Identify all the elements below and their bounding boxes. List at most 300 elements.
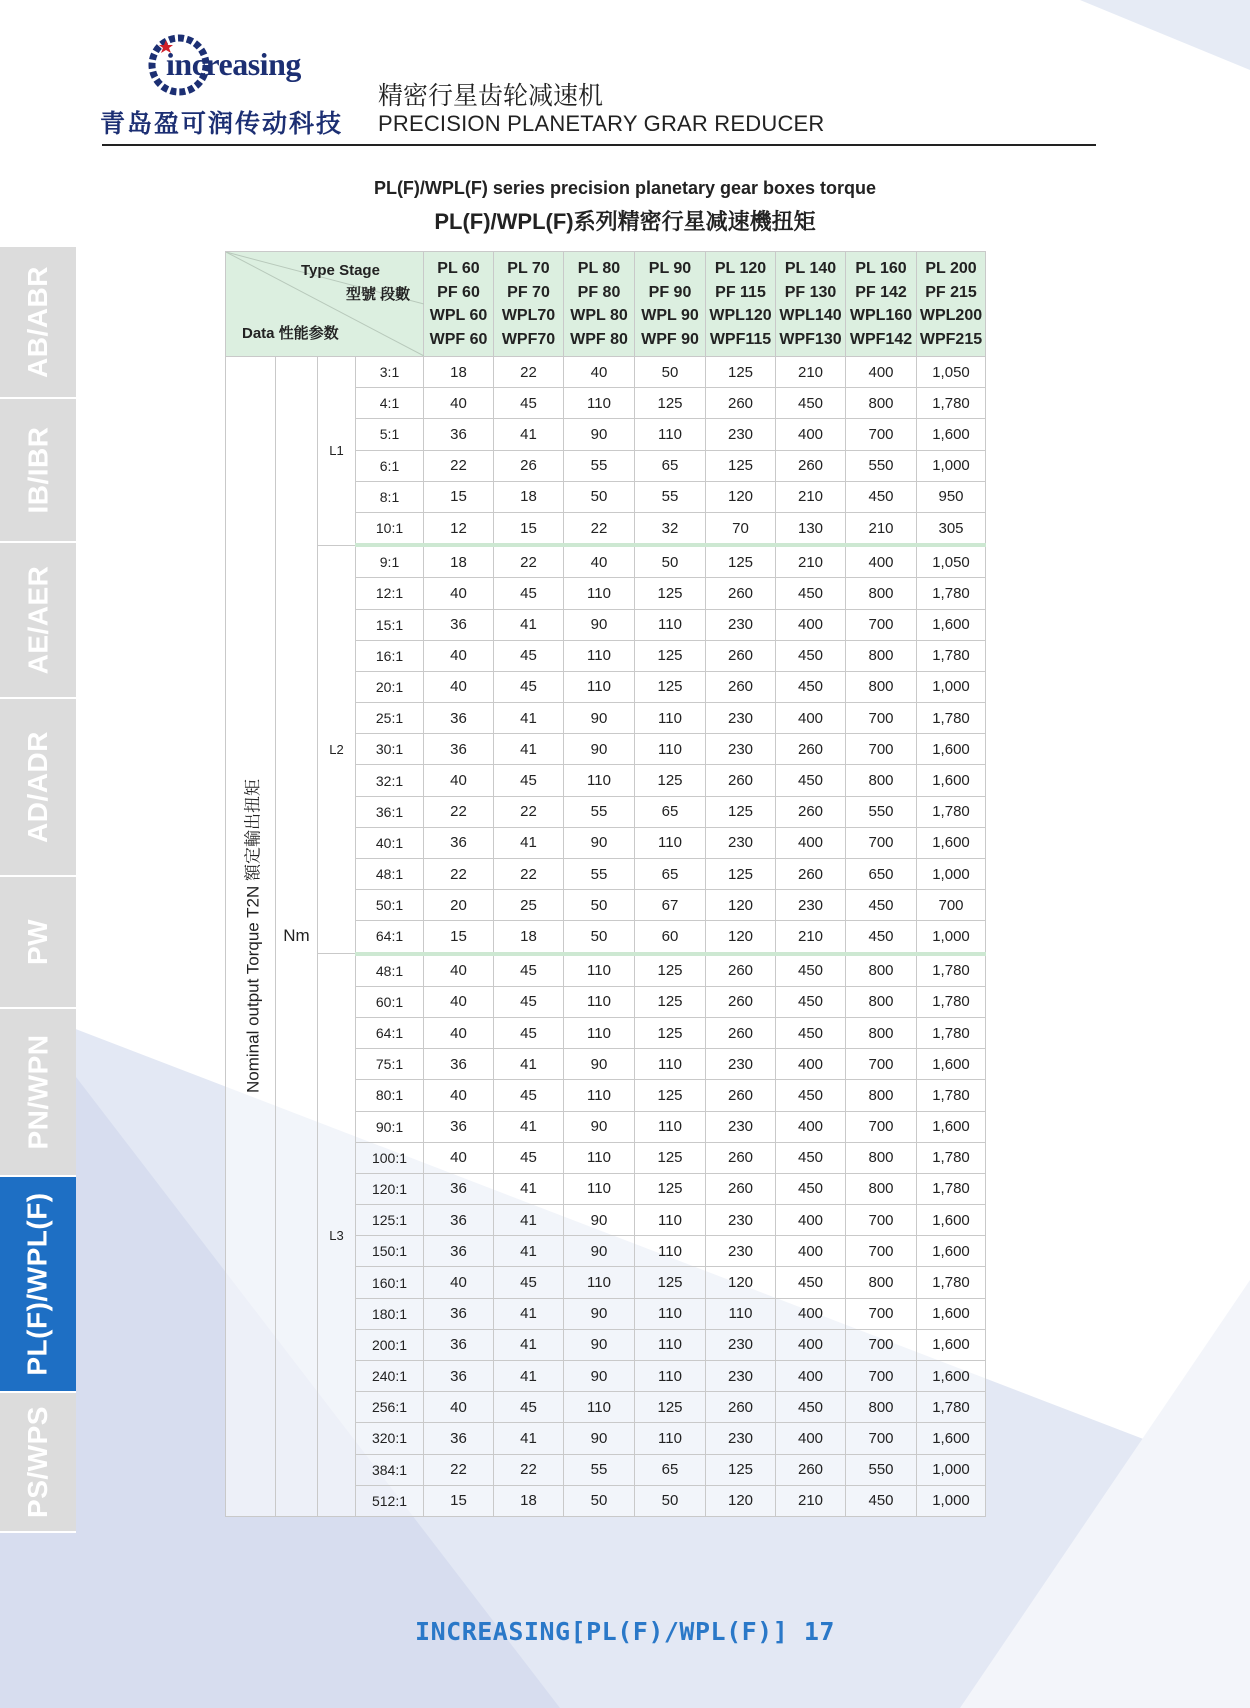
torque-value-cell: 22: [424, 796, 494, 827]
ratio-cell: 32:1: [356, 765, 424, 796]
torque-value-cell: 1,050: [917, 545, 986, 578]
model-name: PL 120: [714, 260, 767, 277]
torque-value-cell: 800: [846, 671, 917, 702]
ratio-cell: 80:1: [356, 1080, 424, 1111]
ratio-cell: 3:1: [356, 357, 424, 388]
torque-value-cell: 110: [564, 1080, 635, 1111]
torque-value-cell: 400: [846, 545, 917, 578]
torque-value-cell: 125: [706, 357, 776, 388]
torque-value-cell: 18: [424, 357, 494, 388]
model-name: PF 142: [855, 283, 907, 301]
model-name: WPF 90: [641, 330, 699, 348]
torque-value-cell: 90: [564, 1298, 635, 1329]
torque-value-cell: 120: [706, 481, 776, 512]
torque-value-cell: 90: [564, 1236, 635, 1267]
torque-value-cell: 110: [564, 954, 635, 987]
torque-value-cell: 550: [846, 450, 917, 481]
torque-value-cell: 260: [776, 796, 846, 827]
torque-value-cell: 41: [494, 1111, 564, 1142]
torque-value-cell: 700: [846, 1205, 917, 1236]
torque-value-cell: 1,600: [917, 1298, 986, 1329]
model-column-header: [494, 252, 564, 357]
torque-value-cell: 50: [564, 921, 635, 954]
torque-value-cell: 40: [424, 765, 494, 796]
torque-value-cell: 125: [635, 578, 706, 609]
ratio-cell: 150:1: [356, 1236, 424, 1267]
ratio-cell: 4:1: [356, 388, 424, 419]
model-name: WPL120: [709, 307, 772, 324]
model-name: WPL 80: [570, 307, 628, 324]
torque-value-cell: 45: [494, 954, 564, 987]
torque-value-cell: 45: [494, 640, 564, 671]
torque-value-cell: 700: [846, 703, 917, 734]
torque-value-cell: 50: [635, 1485, 706, 1516]
torque-value-cell: 120: [706, 921, 776, 954]
model-name: WPF130: [779, 330, 842, 348]
torque-value-cell: 50: [635, 545, 706, 578]
torque-value-cell: 1,600: [917, 1361, 986, 1392]
side-tab-ae-aer[interactable]: AE/AER: [0, 543, 76, 699]
torque-value-cell: 41: [494, 1298, 564, 1329]
torque-value-cell: 125: [635, 1267, 706, 1298]
torque-value-cell: 120: [706, 1485, 776, 1516]
ratio-cell: 30:1: [356, 734, 424, 765]
torque-value-cell: 450: [776, 671, 846, 702]
torque-value-cell: 1,780: [917, 578, 986, 609]
torque-value-cell: 110: [564, 1142, 635, 1173]
torque-value-cell: 110: [564, 765, 635, 796]
torque-value-cell: 230: [706, 1049, 776, 1080]
torque-value-cell: 45: [494, 1267, 564, 1298]
torque-value-cell: 260: [776, 734, 846, 765]
torque-value-cell: 36: [424, 1205, 494, 1236]
unit-cell: Nm: [276, 357, 318, 1517]
model-name: WPL160: [849, 307, 913, 324]
torque-value-cell: 65: [635, 450, 706, 481]
torque-value-cell: 700: [846, 609, 917, 640]
torque-value-cell: 125: [635, 765, 706, 796]
torque-value-cell: 41: [494, 703, 564, 734]
torque-value-cell: 700: [846, 1423, 917, 1454]
torque-value-cell: 45: [494, 1017, 564, 1048]
model-name: PF 70: [507, 283, 550, 301]
torque-value-cell: 18: [494, 481, 564, 512]
torque-value-cell: 22: [564, 512, 635, 545]
torque-value-cell: 36: [424, 1236, 494, 1267]
torque-value-cell: 450: [776, 578, 846, 609]
torque-value-cell: 650: [846, 859, 917, 890]
model-name: PF 60: [437, 283, 480, 301]
ratio-cell: 60:1: [356, 986, 424, 1017]
torque-value-cell: 450: [776, 1142, 846, 1173]
torque-value-cell: 210: [776, 921, 846, 954]
torque-value-cell: 40: [424, 986, 494, 1017]
torque-value-cell: 110: [635, 1049, 706, 1080]
torque-value-cell: 45: [494, 388, 564, 419]
side-tab-ps-wps[interactable]: PS/WPS: [0, 1393, 76, 1533]
ratio-cell: 320:1: [356, 1423, 424, 1454]
model-column-header: [635, 252, 706, 357]
torque-value-cell: 45: [494, 671, 564, 702]
torque-value-cell: 400: [776, 609, 846, 640]
table-title-cn: PL(F)/WPL(F)系列精密行星减速機扭矩: [434, 209, 816, 234]
model-name: WPF115: [709, 330, 772, 348]
model-name: PL 160: [855, 260, 907, 277]
torque-value-cell: 1,780: [917, 1080, 986, 1111]
torque-value-cell: 550: [846, 796, 917, 827]
model-name: WPL140: [779, 307, 842, 324]
torque-value-cell: 20: [424, 890, 494, 921]
torque-value-cell: 450: [776, 1017, 846, 1048]
ratio-cell: 200:1: [356, 1329, 424, 1360]
torque-value-cell: 18: [494, 1485, 564, 1516]
model-name: WPL200: [919, 307, 983, 324]
torque-value-cell: 1,780: [917, 640, 986, 671]
torque-value-cell: 230: [706, 1111, 776, 1142]
torque-value-cell: 260: [706, 1017, 776, 1048]
model-column-header: [706, 252, 776, 357]
torque-value-cell: 230: [706, 419, 776, 450]
torque-value-cell: 450: [846, 890, 917, 921]
torque-value-cell: 800: [846, 578, 917, 609]
torque-value-cell: 50: [564, 1485, 635, 1516]
torque-value-cell: 210: [776, 357, 846, 388]
model-name: WPL 60: [429, 307, 488, 324]
table-title-en: PL(F)/WPL(F) series precision planetary gear boxes torque: [373, 178, 877, 198]
torque-value-cell: 55: [564, 859, 635, 890]
torque-value-cell: 36: [424, 1049, 494, 1080]
torque-value-cell: 230: [706, 703, 776, 734]
torque-value-cell: 22: [494, 545, 564, 578]
torque-value-cell: 1,600: [917, 765, 986, 796]
torque-value-cell: 22: [494, 859, 564, 890]
torque-value-cell: 125: [635, 1392, 706, 1423]
torque-value-cell: 25: [494, 890, 564, 921]
header-title-en: PRECISION PLANETARY GRAR REDUCER: [378, 111, 825, 136]
torque-value-cell: 210: [846, 512, 917, 545]
torque-value-cell: 700: [846, 1236, 917, 1267]
torque-value-cell: 90: [564, 1111, 635, 1142]
torque-value-cell: 125: [706, 545, 776, 578]
torque-value-cell: 450: [776, 954, 846, 987]
torque-value-cell: 36: [424, 1329, 494, 1360]
ratio-cell: 15:1: [356, 609, 424, 640]
torque-value-cell: 210: [776, 545, 846, 578]
company-name-cn: 青岛盈可润传动科技: [100, 109, 344, 138]
torque-value-cell: 125: [635, 1142, 706, 1173]
torque-value-cell: 15: [424, 1485, 494, 1516]
table-body: [226, 357, 986, 1517]
torque-value-cell: 260: [706, 765, 776, 796]
torque-value-cell: 700: [846, 1329, 917, 1360]
torque-value-cell: 260: [706, 671, 776, 702]
side-tab-ib-ibr[interactable]: IB/IBR: [0, 399, 76, 543]
torque-value-cell: 1,000: [917, 1485, 986, 1516]
torque-value-cell: 260: [706, 578, 776, 609]
torque-value-cell: 41: [494, 1205, 564, 1236]
torque-value-cell: 50: [564, 890, 635, 921]
ratio-cell: 256:1: [356, 1392, 424, 1423]
ratio-cell: 90:1: [356, 1111, 424, 1142]
torque-value-cell: 700: [846, 1049, 917, 1080]
ratio-cell: 180:1: [356, 1298, 424, 1329]
torque-value-cell: 110: [706, 1298, 776, 1329]
torque-value-cell: 45: [494, 1080, 564, 1111]
ratio-cell: 240:1: [356, 1361, 424, 1392]
torque-value-cell: 55: [635, 481, 706, 512]
torque-value-cell: 26: [494, 450, 564, 481]
model-name: PL 80: [577, 260, 621, 277]
ratio-cell: 125:1: [356, 1205, 424, 1236]
torque-value-cell: 125: [635, 1017, 706, 1048]
torque-value-cell: 550: [846, 1454, 917, 1485]
torque-value-cell: 55: [564, 450, 635, 481]
ratio-cell: 384:1: [356, 1454, 424, 1485]
torque-vertical-label: Nominal output Torque T2N 額定輸出扭矩: [243, 779, 262, 1094]
ratio-cell: 64:1: [356, 921, 424, 954]
model-name: WPF70: [501, 330, 556, 348]
torque-value-cell: 41: [494, 1049, 564, 1080]
torque-value-cell: 400: [776, 1205, 846, 1236]
torque-value-cell: 125: [706, 796, 776, 827]
torque-value-cell: 1,600: [917, 734, 986, 765]
torque-value-cell: 90: [564, 734, 635, 765]
torque-value-cell: 1,600: [917, 1423, 986, 1454]
torque-value-cell: 110: [635, 1111, 706, 1142]
torque-value-cell: 110: [635, 827, 706, 858]
torque-value-cell: 230: [706, 1236, 776, 1267]
torque-value-cell: 90: [564, 609, 635, 640]
stage-label-cell: L1: [318, 357, 356, 546]
torque-value-cell: 230: [706, 1423, 776, 1454]
model-name: WPF 80: [570, 330, 628, 348]
model-column-header: [424, 252, 494, 357]
torque-value-cell: 800: [846, 986, 917, 1017]
side-tab-pn-wpn[interactable]: PN/WPN: [0, 1009, 76, 1177]
model-name: PL 140: [784, 260, 837, 277]
torque-value-cell: 90: [564, 827, 635, 858]
ratio-cell: 160:1: [356, 1267, 424, 1298]
torque-value-cell: 700: [846, 419, 917, 450]
torque-value-cell: 15: [424, 921, 494, 954]
torque-value-cell: 45: [494, 578, 564, 609]
torque-value-cell: 90: [564, 1423, 635, 1454]
torque-value-cell: 260: [706, 640, 776, 671]
header-divider: [102, 144, 1096, 146]
side-tab-pw[interactable]: PW: [0, 877, 76, 1009]
torque-value-cell: 36: [424, 1173, 494, 1204]
torque-value-cell: 1,600: [917, 1049, 986, 1080]
ratio-cell: 25:1: [356, 703, 424, 734]
torque-value-cell: 1,050: [917, 357, 986, 388]
torque-value-cell: 125: [635, 640, 706, 671]
torque-value-cell: 12: [424, 512, 494, 545]
torque-value-cell: 110: [635, 1361, 706, 1392]
page-footer: INCREASING[PL(F)/WPL(F)] 17: [415, 1617, 835, 1646]
torque-value-cell: 125: [635, 954, 706, 987]
torque-value-cell: 700: [917, 890, 986, 921]
torque-value-cell: 450: [776, 765, 846, 796]
torque-value-cell: 120: [706, 890, 776, 921]
torque-value-cell: 125: [635, 1080, 706, 1111]
side-tab-pl-wpl[interactable]: PL(F)/WPL(F): [0, 1177, 76, 1393]
torque-value-cell: 1,000: [917, 450, 986, 481]
torque-value-cell: 1,600: [917, 1111, 986, 1142]
torque-value-cell: 125: [706, 450, 776, 481]
torque-value-cell: 90: [564, 419, 635, 450]
torque-value-cell: 110: [564, 1267, 635, 1298]
torque-value-cell: 40: [424, 388, 494, 419]
table-header-row: [226, 252, 986, 357]
torque-value-cell: 950: [917, 481, 986, 512]
torque-value-cell: 18: [424, 545, 494, 578]
torque-value-cell: 110: [564, 388, 635, 419]
torque-value-cell: 67: [635, 890, 706, 921]
torque-value-cell: 36: [424, 1111, 494, 1142]
torque-value-cell: 230: [706, 1329, 776, 1360]
table-row: [226, 357, 986, 388]
ratio-cell: 100:1: [356, 1142, 424, 1173]
ratio-cell: 6:1: [356, 450, 424, 481]
torque-value-cell: 260: [706, 1173, 776, 1204]
torque-value-cell: 700: [846, 1111, 917, 1142]
torque-value-cell: 40: [564, 545, 635, 578]
torque-value-cell: 450: [776, 640, 846, 671]
torque-value-cell: 110: [635, 703, 706, 734]
torque-value-cell: 110: [564, 1017, 635, 1048]
torque-value-cell: 700: [846, 827, 917, 858]
torque-value-cell: 260: [706, 1080, 776, 1111]
company-logo: [100, 28, 350, 138]
torque-value-cell: 36: [424, 609, 494, 640]
torque-value-cell: 55: [564, 796, 635, 827]
torque-value-cell: 36: [424, 734, 494, 765]
torque-value-cell: 110: [564, 1392, 635, 1423]
model-name: PF 130: [784, 283, 837, 301]
torque-value-cell: 55: [564, 1454, 635, 1485]
torque-value-cell: 400: [776, 1329, 846, 1360]
ratio-cell: 50:1: [356, 890, 424, 921]
torque-value-cell: 22: [424, 859, 494, 890]
torque-value-cell: 110: [635, 1298, 706, 1329]
ratio-cell: 16:1: [356, 640, 424, 671]
model-name: PL 200: [925, 260, 977, 277]
ratio-cell: 20:1: [356, 671, 424, 702]
torque-value-cell: 450: [776, 388, 846, 419]
torque-value-cell: 800: [846, 1080, 917, 1111]
torque-value-cell: 41: [494, 1173, 564, 1204]
torque-value-cell: 40: [424, 1142, 494, 1173]
torque-value-cell: 90: [564, 1049, 635, 1080]
torque-value-cell: 800: [846, 1267, 917, 1298]
torque-table: [225, 251, 986, 1517]
torque-value-cell: 1,000: [917, 921, 986, 954]
torque-value-cell: 36: [424, 703, 494, 734]
torque-value-cell: 22: [494, 796, 564, 827]
torque-value-cell: 41: [494, 827, 564, 858]
torque-value-cell: 305: [917, 512, 986, 545]
stage-label-cell: L3: [318, 954, 356, 1517]
torque-value-cell: 15: [424, 481, 494, 512]
torque-value-cell: 40: [424, 640, 494, 671]
torque-value-cell: 45: [494, 986, 564, 1017]
torque-value-cell: 400: [776, 1236, 846, 1267]
torque-value-cell: 800: [846, 388, 917, 419]
torque-value-cell: 1,780: [917, 1142, 986, 1173]
torque-value-cell: 50: [564, 481, 635, 512]
side-tab-ad-adr[interactable]: AD/ADR: [0, 699, 76, 877]
torque-value-cell: 700: [846, 1361, 917, 1392]
torque-value-cell: 400: [776, 1049, 846, 1080]
torque-value-cell: 230: [706, 609, 776, 640]
torque-value-cell: 125: [635, 986, 706, 1017]
side-tab-ab-abr[interactable]: AB/ABR: [0, 247, 76, 399]
torque-value-cell: 260: [706, 986, 776, 1017]
torque-value-cell: 1,780: [917, 796, 986, 827]
ratio-cell: 12:1: [356, 578, 424, 609]
ratio-cell: 40:1: [356, 827, 424, 858]
torque-value-cell: 450: [776, 986, 846, 1017]
torque-value-cell: 41: [494, 1423, 564, 1454]
model-column-header: [564, 252, 635, 357]
model-name: WPL 90: [641, 307, 699, 324]
torque-value-cell: 22: [494, 1454, 564, 1485]
torque-value-cell: 800: [846, 1017, 917, 1048]
torque-value-cell: 65: [635, 1454, 706, 1485]
model-name: PF 80: [577, 283, 621, 301]
torque-value-cell: 130: [776, 512, 846, 545]
torque-value-cell: 60: [635, 921, 706, 954]
ratio-cell: 8:1: [356, 481, 424, 512]
torque-value-cell: 90: [564, 703, 635, 734]
torque-value-cell: 700: [846, 734, 917, 765]
torque-value-cell: 700: [846, 1298, 917, 1329]
torque-value-cell: 1,780: [917, 1173, 986, 1204]
torque-value-cell: 1,780: [917, 1017, 986, 1048]
torque-value-cell: 450: [776, 1080, 846, 1111]
torque-value-cell: 70: [706, 512, 776, 545]
ratio-cell: 5:1: [356, 419, 424, 450]
torque-value-cell: 450: [846, 921, 917, 954]
torque-value-cell: 125: [706, 859, 776, 890]
torque-value-cell: 110: [564, 671, 635, 702]
torque-value-cell: 36: [424, 1361, 494, 1392]
torque-value-cell: 40: [424, 578, 494, 609]
model-name: WPL70: [501, 307, 556, 324]
torque-value-cell: 110: [635, 1329, 706, 1360]
torque-value-cell: 110: [564, 578, 635, 609]
model-name: PL 60: [437, 260, 480, 277]
torque-value-cell: 40: [424, 954, 494, 987]
torque-value-cell: 45: [494, 1142, 564, 1173]
torque-value-cell: 400: [776, 703, 846, 734]
torque-value-cell: 36: [424, 827, 494, 858]
torque-value-cell: 260: [706, 954, 776, 987]
ratio-cell: 10:1: [356, 512, 424, 545]
torque-value-cell: 40: [424, 1392, 494, 1423]
torque-value-cell: 1,780: [917, 954, 986, 987]
torque-value-cell: 40: [424, 1080, 494, 1111]
torque-value-cell: 36: [424, 1298, 494, 1329]
torque-value-cell: 230: [706, 1205, 776, 1236]
torque-value-cell: 210: [776, 481, 846, 512]
torque-value-cell: 1,780: [917, 986, 986, 1017]
model-name: PF 215: [925, 283, 977, 301]
torque-value-cell: 1,600: [917, 419, 986, 450]
corner-type-stage-label: Type Stage: [301, 262, 380, 279]
torque-value-cell: 110: [564, 640, 635, 671]
model-name: WPF142: [849, 330, 913, 348]
